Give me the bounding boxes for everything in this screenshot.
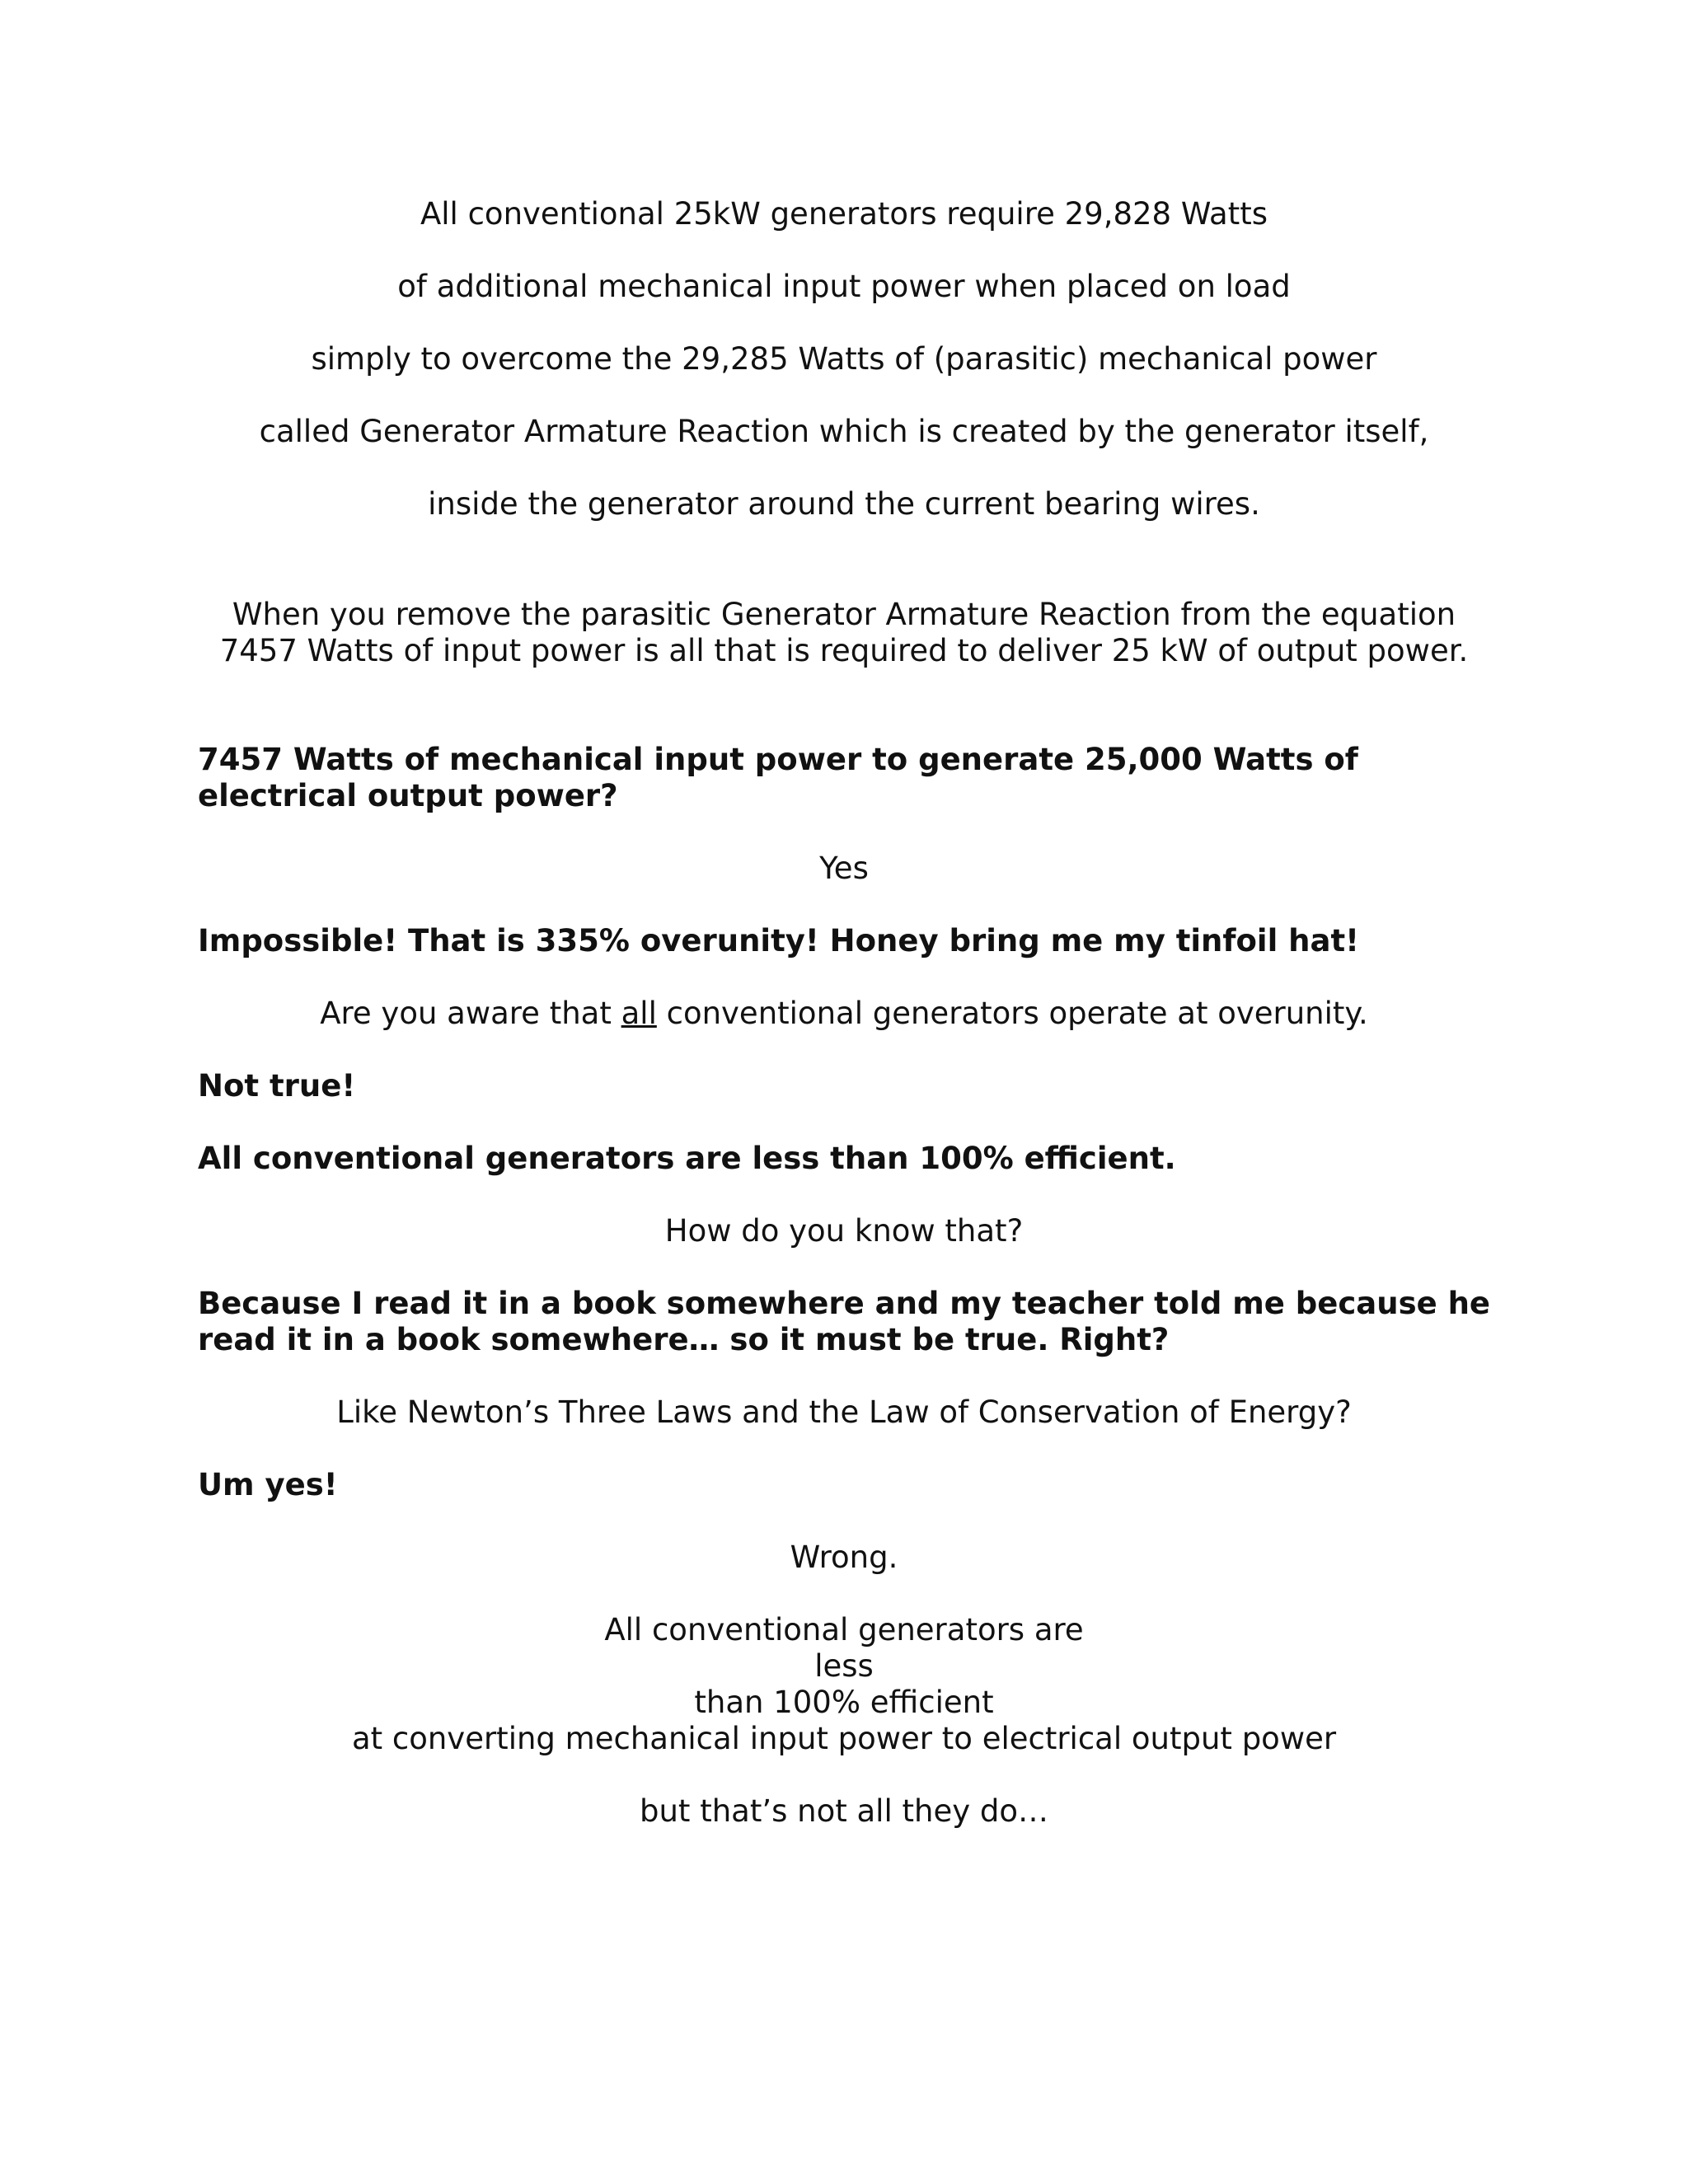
intro-line-2: of additional mechanical input power when placed on load bbox=[397, 269, 1291, 304]
answer-5: Wrong. bbox=[790, 1540, 898, 1575]
question-3: Not true! bbox=[198, 1068, 356, 1104]
answer-2 bbox=[0, 996, 1688, 1032]
question-1-line-2: electrical output power? bbox=[198, 778, 618, 813]
intro-line-4: called Generator Armature Reaction which is created by the generator itself, bbox=[259, 414, 1429, 449]
answer-4: Like Newton’s Three Laws and the Law of Conservation of Energy? bbox=[336, 1394, 1352, 1430]
intro-line-1: All conventional 25kW generators require 29,828 Watts bbox=[420, 196, 1268, 232]
answer-1: Yes bbox=[819, 851, 869, 886]
answer-7: but that’s not all they do… bbox=[640, 1793, 1048, 1829]
statement-line-2: 7457 Watts of input power is all that is required to deliver 25 kW of output power. bbox=[219, 633, 1469, 668]
intro-line-5: inside the generator around the current bearing wires. bbox=[428, 486, 1260, 522]
answer-3: How do you know that? bbox=[664, 1213, 1024, 1249]
answer-6-line-2: less bbox=[814, 1648, 874, 1684]
answer-2-before: Are you aware that bbox=[320, 996, 621, 1031]
answer-2-underlined-word: all bbox=[621, 996, 657, 1031]
question-5-line-1: Because I read it in a book somewhere and my teacher told me because he bbox=[198, 1286, 1491, 1321]
question-1-line-1: 7457 Watts of mechanical input power to generate 25,000 Watts of bbox=[198, 742, 1358, 777]
question-6: Um yes! bbox=[198, 1467, 338, 1502]
intro-line-3: simply to overcome the 29,285 Watts of (parasitic) mechanical power bbox=[311, 341, 1377, 377]
question-4: All conventional generators are less than 100% efficient. bbox=[198, 1141, 1176, 1176]
question-2: Impossible! That is 335% overunity! Honey bring me my tinfoil hat! bbox=[198, 923, 1360, 958]
statement-line-1: When you remove the parasitic Generator Armature Reaction from the equation bbox=[232, 597, 1456, 632]
answer-2-after: conventional generators operate at overunity. bbox=[656, 996, 1368, 1031]
answer-6-line-1: All conventional generators are bbox=[604, 1612, 1084, 1647]
answer-6-line-4: at converting mechanical input power to electrical output power bbox=[351, 1721, 1337, 1756]
answer-6-line-3: than 100% efficient bbox=[694, 1685, 994, 1720]
question-5-line-2: read it in a book somewhere… so it must be true. Right? bbox=[198, 1322, 1170, 1357]
